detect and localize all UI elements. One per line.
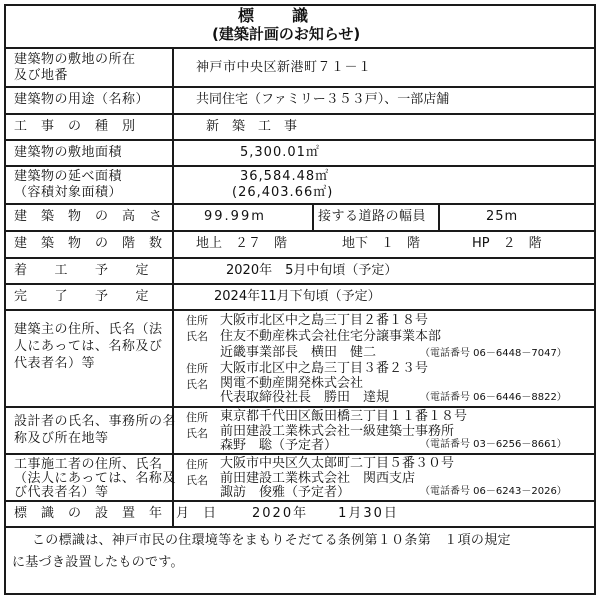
owner-2-name-tag: 氏名 [186, 378, 208, 391]
contractor-label-2: （法人にあっては、名称及 [14, 471, 176, 486]
designer-name-2: 森野 聡（予定者） [220, 438, 338, 453]
contractor-addr-tag: 住所 [186, 458, 208, 471]
owner-1-tel: （電話番号 06－6448－7047） [420, 348, 567, 359]
kind-value: 新 築 工 事 [206, 119, 298, 134]
posted-label: 標 識 の 設 置 年 月 日 [14, 506, 217, 521]
floors-label: 建 築 物 の 階 数 [14, 236, 163, 251]
owner-2-name-2: 代表取締役社長 勝田 達規 [220, 390, 390, 405]
owner-2-addr-tag: 住所 [186, 362, 208, 375]
contractor-address: 大阪市中央区久太郎町二丁目５番３０号 [220, 456, 455, 471]
row-sep [4, 47, 596, 49]
contractor-label-1: 工事施工者の住所、氏名 [14, 457, 163, 472]
note-line-1: この標識は、神戸市民の住環境等をまもりそだてる条例第１０条第 １項の規定 [32, 533, 511, 548]
row-sep [4, 453, 596, 455]
owner-1-address: 大阪市北区中之島三丁目２番１８号 [220, 313, 429, 328]
col-sep [172, 47, 174, 526]
height-value: 99.99m [204, 209, 266, 224]
sign-subtitle: (建築計画のお知らせ) [212, 25, 361, 43]
floors-ph: HP ２ 階 [472, 236, 542, 251]
floor-area-value-2: (26,403.66㎡) [232, 185, 334, 200]
frame-left [4, 4, 6, 595]
row-sep [4, 283, 596, 285]
owner-1-addr-tag: 住所 [186, 314, 208, 327]
designer-address: 東京都千代田区飯田橋三丁目１１番１８号 [220, 409, 468, 424]
row-sep [4, 309, 596, 311]
col-sep [312, 203, 314, 230]
owner-label-2: 人にあっては、名称及び [14, 339, 163, 354]
height-label: 建 築 物 の 高 さ [14, 209, 163, 224]
row-sep [4, 406, 596, 408]
designer-label-2: 称及び所在地等 [14, 431, 109, 446]
owner-2-address: 大阪市北区中之島三丁目３番２３号 [220, 361, 429, 376]
use-label: 建築物の用途（名称） [14, 92, 150, 107]
designer-name-1: 前田建設工業株式会社一級建築士事務所 [220, 424, 455, 439]
contractor-name-tag: 氏名 [186, 474, 208, 487]
road-width-value: 25m [486, 209, 519, 224]
floor-area-value-1: 36,584.48㎡ [240, 169, 330, 184]
address-value: 神戸市中央区新港町７１－１ [196, 60, 372, 75]
row-sep [4, 86, 596, 88]
use-value: 共同住宅（ファミリー３５３戸）、一部店舗 [196, 92, 450, 107]
row-sep [4, 230, 596, 232]
owner-1-name-tag: 氏名 [186, 330, 208, 343]
floor-area-label-2: （容積対象面積） [14, 185, 123, 200]
row-sep [4, 526, 596, 528]
designer-label-1: 設計者の氏名、事務所の名 [14, 414, 177, 429]
address-label-2: 及び地番 [14, 68, 69, 83]
note-line-2: に基づき設置したものです。 [12, 555, 184, 570]
designer-name-tag: 氏名 [186, 427, 208, 440]
row-sep [4, 203, 596, 205]
posted-value: 2020年 1月30日 [252, 506, 399, 521]
col-sep [438, 203, 440, 230]
contractor-label-3: び代表者名）等 [14, 485, 109, 500]
site-area-label: 建築物の敷地面積 [14, 145, 123, 160]
row-sep [4, 500, 596, 502]
owner-label-1: 建築主の住所、氏名（法 [14, 322, 163, 337]
finish-label: 完 了 予 定 [14, 289, 150, 304]
sign-title: 標 識 [238, 6, 311, 25]
contractor-tel: （電話番号 06－6243－2026） [420, 486, 567, 497]
floors-below: 地下 １ 階 [342, 236, 421, 251]
owner-2-tel: （電話番号 06－6446－8822） [420, 392, 567, 403]
owner-1-name-2: 近畿事業部長 横田 健二 [220, 345, 377, 360]
floor-area-label-1: 建築物の延べ面積 [14, 169, 123, 184]
row-sep [4, 165, 596, 167]
finish-value: 2024年11月下旬頃（予定） [214, 289, 381, 304]
owner-1-name-1: 住友不動産株式会社住宅分譲事業本部 [220, 329, 442, 344]
contractor-name-2: 諏訪 俊雅（予定者） [220, 485, 351, 500]
owner-label-3: 代表者名）等 [14, 356, 96, 371]
address-label-1: 建築物の敷地の所在 [14, 52, 136, 67]
start-label: 着 工 予 定 [14, 263, 150, 278]
row-sep [4, 113, 596, 115]
designer-tel: （電話番号 03－6256－8661） [420, 439, 567, 450]
frame-bottom [4, 593, 596, 595]
designer-addr-tag: 住所 [186, 411, 208, 424]
row-sep [4, 257, 596, 259]
owner-2-name-1: 関電不動産開発株式会社 [220, 376, 364, 391]
site-area-value: 5,300.01㎡ [240, 145, 320, 160]
frame-right [594, 4, 596, 595]
kind-label: 工 事 の 種 別 [14, 119, 136, 134]
row-sep [4, 139, 596, 141]
contractor-name-1: 前田建設工業株式会社 関西支店 [220, 471, 416, 486]
floors-above: 地上 ２７ 階 [196, 236, 288, 251]
road-width-label: 接する道路の幅員 [318, 209, 427, 224]
start-value: 2020年 5月中旬頃（予定） [226, 263, 398, 278]
